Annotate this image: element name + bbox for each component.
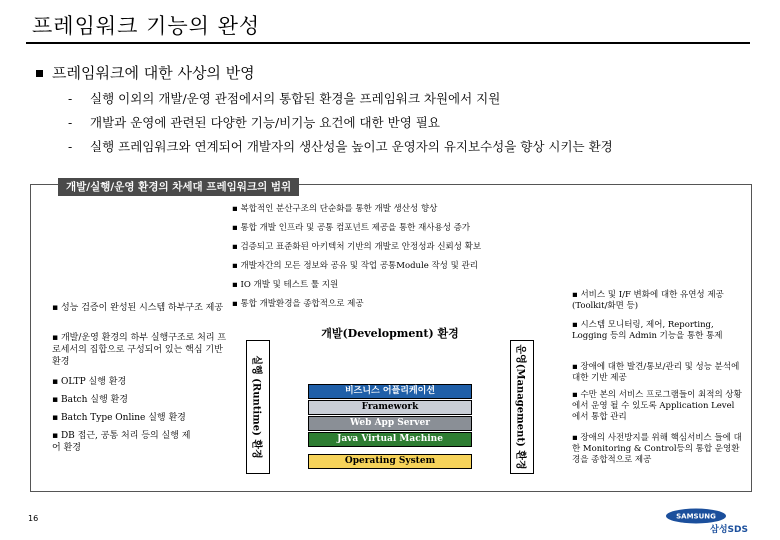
runtime-environment-bar — [246, 340, 270, 474]
management-label: 운영(Management) 환경 — [514, 344, 526, 470]
sub-bullet — [68, 113, 440, 131]
right-bullet: ▪ 장애의 사전방지를 위해 핵심서비스 들에 대한 Monitoring & Control등의 통합 운영환경을 종합적으로 제공 — [572, 433, 742, 465]
page-title: 프레임워크 기능의 완성 — [32, 14, 261, 38]
left-bullet: ▪ 개발/운영 환경의 하부 실행구조로 처리 프로세서의 집합으로 구성되어 있는 핵심 기반 환경 — [52, 333, 227, 367]
page-number: 16 — [28, 514, 39, 523]
left-bullet: ▪ Batch Type Online 실행 환경 — [52, 413, 186, 423]
center-bullet: ▪ IO 개발 및 테스트 툴 지원 — [232, 280, 339, 290]
center-bullet: ▪ 통합 개발 인프라 및 공통 컴포넌트 제공을 통한 재사용성 증가 — [232, 223, 471, 233]
square-bullet-icon — [36, 70, 43, 77]
sub-bullet-text: 개발과 운영에 관련된 다양한 기능/비기능 요건에 대한 반영 필요 — [90, 115, 440, 130]
stack-layer-os: Operating System — [308, 454, 472, 469]
right-bullet: ▪ 서비스 및 I/F 변화에 대한 유연성 제공(Toolkit/화면 등) — [572, 290, 724, 311]
right-bullet: ▪ 시스템 모니터링, 제어, Reporting, Logging 등의 Admin 기능을 통한 통제 — [572, 320, 723, 341]
left-bullet: ▪ DB 접근, 공통 처리 등의 실행 제어 환경 — [52, 431, 191, 453]
center-bullet: ▪ 통합 개발환경을 종합적으로 제공 — [232, 299, 364, 309]
dash-icon: - — [68, 115, 73, 130]
logo-brand-text: SAMSUNG — [676, 512, 716, 521]
stack-layer-business-app: 비즈니스 어플리케이션 — [308, 384, 472, 399]
right-bullet: ▪ 수만 본의 서비스 프로그램들이 최적의 상황에서 운영 될 수 있도록 Application Level에서 통합 관리 — [572, 390, 742, 422]
samsung-sds-logo — [656, 508, 750, 534]
main-bullet: 프레임워크에 대한 사상의 반영 — [52, 64, 255, 82]
sub-bullet-text: 실행 이외의 개발/운영 관점에서의 통합된 환경을 프레임워크 차원에서 지원 — [90, 91, 501, 106]
section-title-tab: 개발/실행/운영 환경의 차세대 프레임워크의 범위 — [58, 178, 299, 196]
logo-sub-text: 삼성SDS — [710, 525, 748, 534]
stack-layer-jvm: Java Virtual Machine — [308, 432, 472, 447]
dash-icon: - — [68, 139, 73, 154]
right-bullet: ▪ 장애에 대한 발견/통보/관리 및 성능 분석에 대한 기반 제공 — [572, 362, 740, 383]
runtime-label: 실행 (Runtime) 환경 — [250, 355, 262, 459]
center-bullet: ▪ 검증되고 표준화된 아키텍처 기반의 개발로 안정성과 신뢰성 확보 — [232, 242, 482, 252]
sub-bullet-text: 실행 프레임워크와 연계되어 개발자의 생산성을 높이고 운영자의 유지보수성을 향상 시키는 환경 — [90, 139, 613, 154]
title-underline — [26, 42, 750, 44]
left-bullet: ▪ 성능 검증이 완성된 시스템 하부구조 제공 — [52, 303, 224, 313]
left-bullet: ▪ Batch 실행 환경 — [52, 395, 128, 405]
management-environment-bar — [510, 340, 534, 474]
center-bullet: ▪ 복합적인 분산구조의 단순화를 통한 개발 생산성 향상 — [232, 204, 438, 214]
samsung-logo-icon — [656, 508, 750, 534]
center-bullet: ▪ 개발자간의 모든 정보와 공유 및 작업 공통Module 작성 및 관리 — [232, 261, 478, 271]
development-environment-title: 개발(Development) 환경 — [321, 327, 459, 340]
sub-bullet — [68, 89, 500, 107]
left-bullet: ▪ OLTP 실행 환경 — [52, 377, 127, 387]
sub-bullet — [68, 137, 613, 155]
stack-layer-framework: Framework — [308, 400, 472, 415]
stack-layer-web-app-server: Web App Server — [308, 416, 472, 431]
dash-icon: - — [68, 91, 73, 106]
